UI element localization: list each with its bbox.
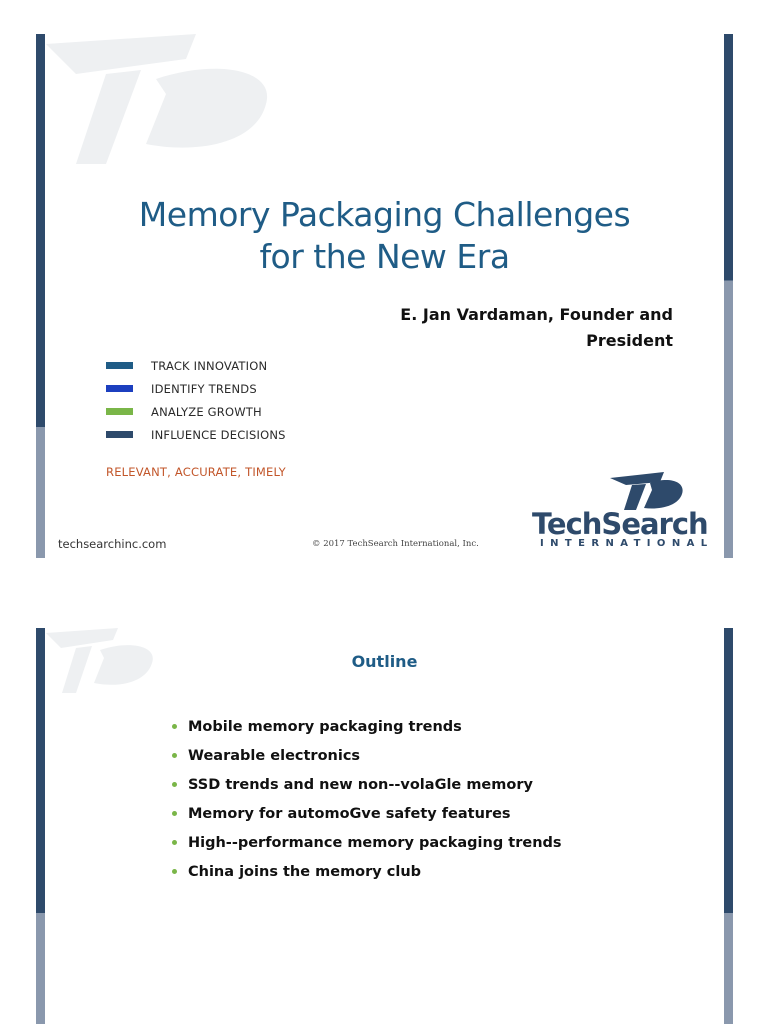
list-item bbox=[172, 799, 562, 828]
list-item bbox=[172, 741, 562, 770]
tagline-label: INFLUENCE DECISIONS bbox=[151, 427, 286, 442]
bullet-text: High--performance memory packaging trends bbox=[188, 834, 562, 851]
techsearch-logo bbox=[532, 470, 727, 558]
tagline-label: TRACK INNOVATION bbox=[151, 358, 268, 373]
tagline-row bbox=[106, 377, 286, 400]
author-line-2: President bbox=[586, 331, 673, 350]
author-line-1: E. Jan Vardaman, Founder and bbox=[400, 305, 673, 324]
title-line-2: for the New Era bbox=[259, 237, 510, 276]
bullet-icon bbox=[172, 869, 177, 874]
bullet-text: China joins the memory club bbox=[188, 863, 422, 880]
tagline-row bbox=[106, 423, 286, 446]
list-item bbox=[172, 857, 562, 886]
bullet-icon bbox=[172, 782, 177, 787]
slide-title bbox=[36, 194, 733, 278]
bullet-text: Memory for automoGve safety features bbox=[188, 805, 511, 822]
list-item bbox=[172, 712, 562, 741]
logo-mark-icon bbox=[606, 470, 686, 512]
bullet-text: Mobile memory packaging trends bbox=[188, 718, 462, 735]
bullet-icon bbox=[172, 811, 177, 816]
swatch-icon bbox=[106, 408, 133, 415]
author-block bbox=[353, 302, 673, 354]
motto: RELEVANT, ACCURATE, TIMELY bbox=[106, 465, 286, 479]
list-item bbox=[172, 770, 562, 799]
bullet-icon bbox=[172, 840, 177, 845]
bullet-text: SSD trends and new non--volaGle memory bbox=[188, 776, 533, 793]
title-line-1: Memory Packaging Challenges bbox=[138, 195, 631, 234]
bullet-text: Wearable electronics bbox=[188, 747, 361, 764]
tagline-row bbox=[106, 400, 286, 423]
list-item bbox=[172, 828, 562, 857]
left-accent-bar bbox=[36, 34, 45, 558]
logo-wordmark: TechSearch bbox=[532, 507, 708, 541]
tagline-list bbox=[106, 354, 286, 446]
tagline-label: ANALYZE GROWTH bbox=[151, 404, 262, 419]
tagline-label: IDENTIFY TRENDS bbox=[151, 381, 257, 396]
left-accent-bar bbox=[36, 628, 45, 1024]
title-slide bbox=[36, 34, 733, 558]
outline-slide bbox=[36, 628, 733, 1024]
outline-title: Outline bbox=[351, 652, 418, 671]
footer-url: techsearchinc.com bbox=[58, 537, 167, 551]
swatch-icon bbox=[106, 431, 133, 438]
right-accent-bar bbox=[724, 628, 733, 1024]
swatch-icon bbox=[106, 362, 133, 369]
logo-watermark-icon bbox=[46, 34, 296, 174]
tagline-row bbox=[106, 354, 286, 377]
logo-subtitle: INTERNATIONAL bbox=[540, 538, 714, 549]
bullet-icon bbox=[172, 724, 177, 729]
swatch-icon bbox=[106, 385, 133, 392]
bullet-icon bbox=[172, 753, 177, 758]
outline-bullet-list bbox=[172, 712, 562, 886]
copyright: © 2017 TechSearch International, Inc. bbox=[312, 539, 479, 549]
